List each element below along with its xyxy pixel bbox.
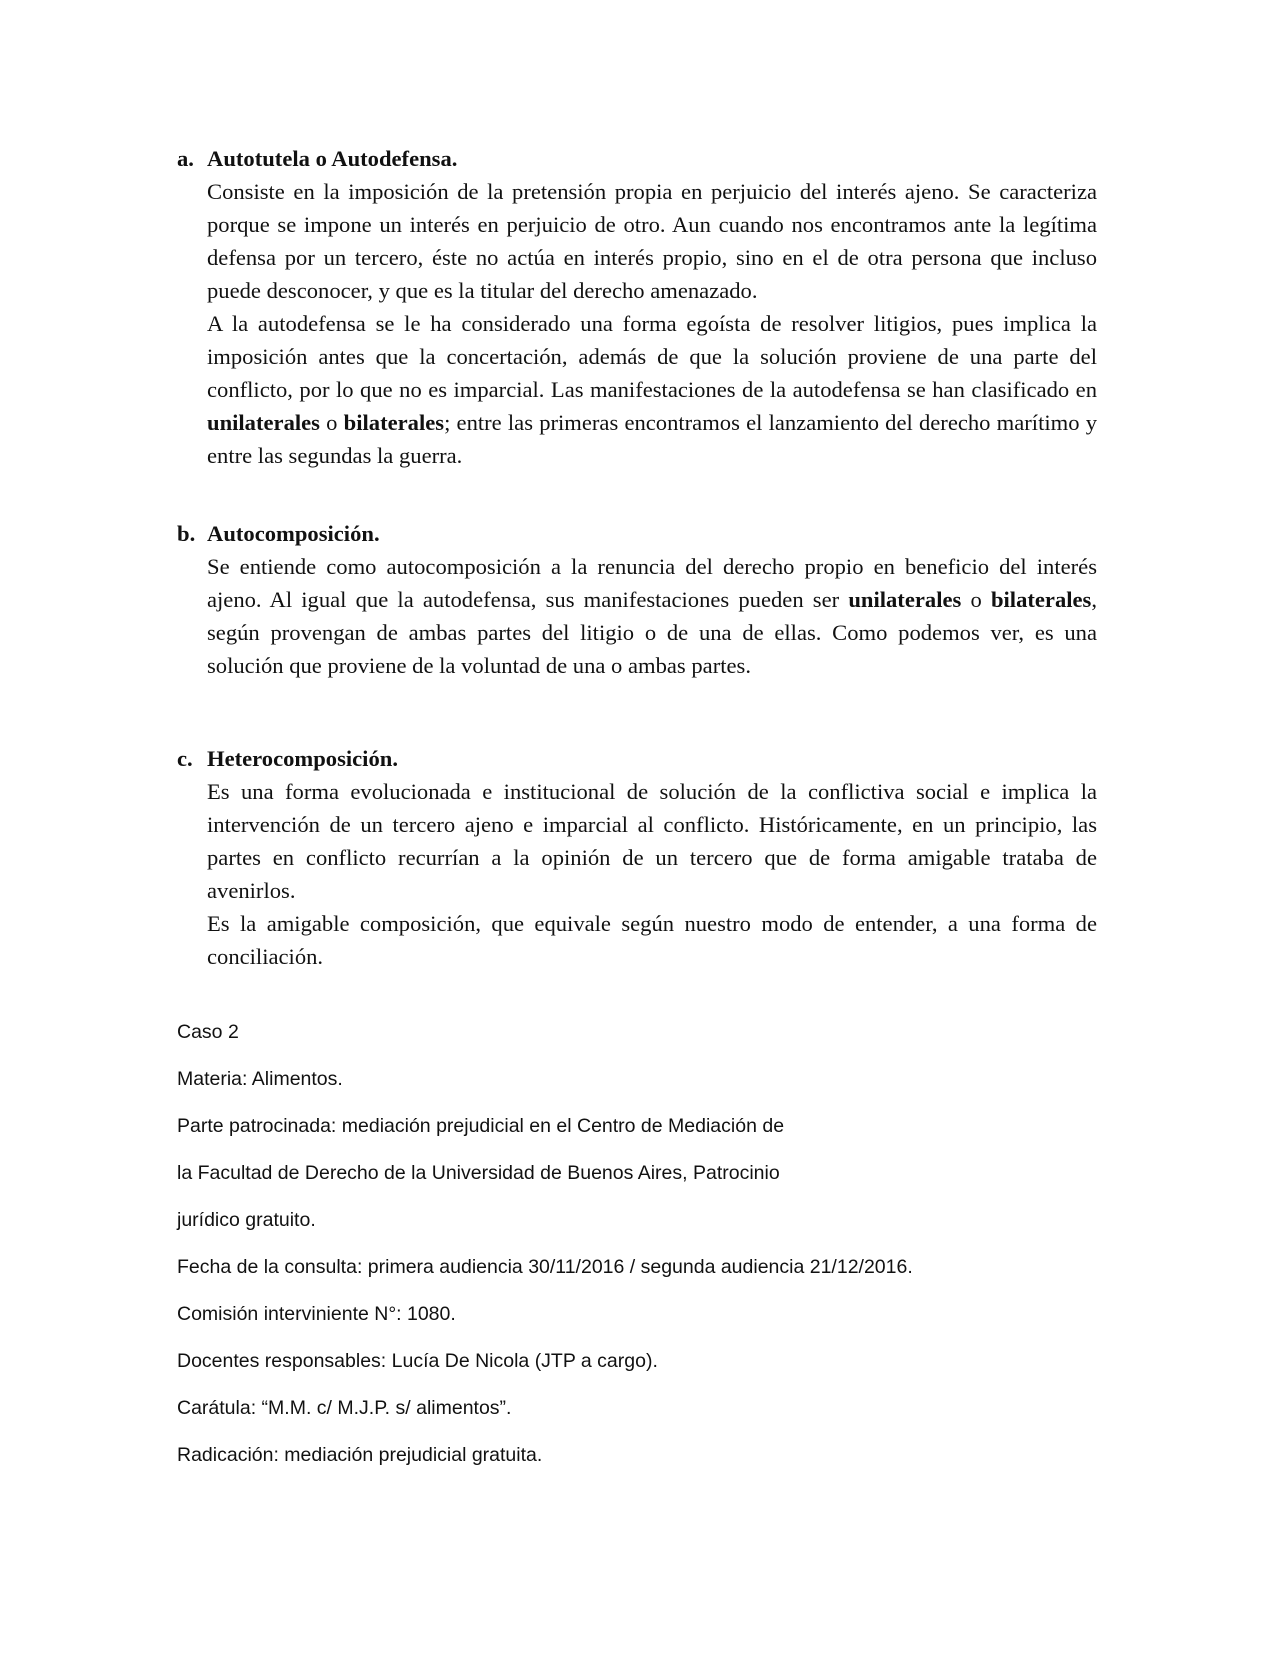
section-heading [177,517,1097,550]
section-title: Autocomposición. [207,521,380,546]
case-caratula: Carátula: “M.M. c/ M.J.P. s/ alimentos”. [177,1397,512,1419]
section-heterocomposicion [177,742,1097,973]
text-run: o [961,587,991,612]
case-title: Caso 2 [177,1021,239,1043]
case-parte-line-2: la Facultad de Derecho de la Universidad de Buenos Aires, Patrocinio [177,1162,780,1184]
text-run: o [319,410,344,435]
section-heading [177,742,1097,775]
section-title: Autotutela o Autodefensa. [207,146,458,171]
bold-term: unilaterales [848,587,962,612]
text-run: ; entre las primeras encontramos el lanzamiento del derecho marítimo y entre las segundas la guerra. [207,410,1098,468]
case-materia: Materia: Alimentos. [177,1068,343,1090]
list-marker: a. [177,146,194,171]
paragraph: Es la amigable composición, que equivale según nuestro modo de entender, a una forma de conciliación. [207,911,1097,969]
case-radicacion: Radicación: mediación prejudicial gratuita. [177,1444,543,1466]
section-autotutela [177,142,1097,472]
section-autocomposicion [177,517,1097,682]
bold-term: bilaterales [343,410,445,435]
bold-term: unilaterales [207,410,320,435]
case-docentes: Docentes responsables: Lucía De Nicola (JTP a cargo). [177,1350,658,1372]
list-marker: b. [177,521,196,546]
case-parte-line-3: jurídico gratuito. [177,1209,316,1231]
list-marker: c. [177,746,193,771]
paragraph [207,307,1097,472]
text-run: , según provengan de ambas partes del litigio o de una de ellas. Como podemos ver, es una solución que proviene de la voluntad de una o ambas partes. [207,587,1098,678]
paragraph: Consiste en la imposición de la pretensión propia en perjuicio del interés ajeno. Se caracteriza porque se impone un interés en perjuicio de otro. Aun cuando nos encontramos ante la legítima defensa por un tercero, éste no actúa en interés propio, sino en el de otra persona que incluso puede desconocer, y que es la titular del derecho amenazado. [207,179,1097,303]
paragraph: Es una forma evolucionada e institucional de solución de la conflictiva social e implica la intervención de un tercero ajeno e imparcial al conflicto. Históricamente, en un principio, las partes en conflicto recurrían a la opinión de un tercero que de forma amigable trataba de avenirlos. [207,779,1097,903]
section-heading [177,142,1097,175]
text-run: Se entiende como autocomposición a la renuncia del derecho propio en beneficio del interés ajeno. Al igual que la autodefensa, sus manifestaciones pueden ser [207,554,1097,612]
case-parte-line-1: Parte patrocinada: mediación prejudicial en el Centro de Mediación de [177,1115,785,1137]
case-fecha: Fecha de la consulta: primera audiencia 30/11/2016 / segunda audiencia 21/12/2016. [177,1256,913,1278]
paragraph [207,550,1097,682]
text-run: A la autodefensa se le ha considerado una forma egoísta de resolver litigios, pues implica la imposición antes que la concertación, además de que la solución proviene de una parte del conflicto, por lo que no es imparcial. Las manifestaciones de la autodefensa se han clasificado en [207,311,1097,402]
case-comision: Comisión interviniente N°: 1080. [177,1303,456,1325]
section-title: Heterocomposición. [207,746,398,771]
bold-term: bilaterales [990,587,1092,612]
